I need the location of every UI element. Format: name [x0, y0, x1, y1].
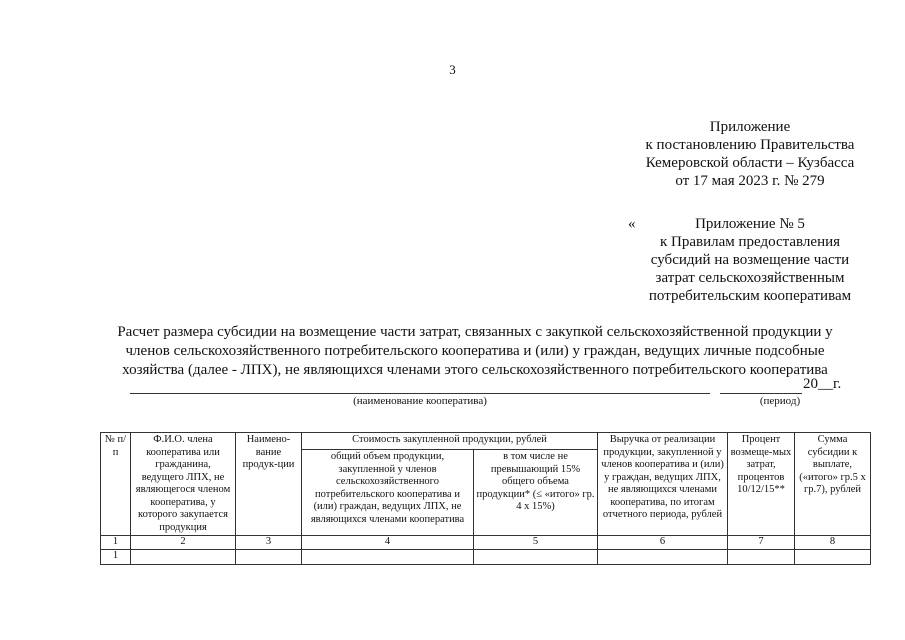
appendix-line: от 17 мая 2023 г. № 279 [675, 173, 825, 189]
table-cell [302, 550, 474, 565]
table-cell [474, 550, 598, 565]
appendix-line: Кемеровской области – Кузбасса [645, 155, 855, 171]
appendix-line: к постановлению Правительства [645, 137, 855, 153]
header-col-4: общий объем продукции, закупленной у членов сельскохозяйственного потребительского кооператива и (или) граждан, ведущих ЛПХ, не являющихся членами кооператива [302, 450, 474, 536]
column-number: 3 [236, 536, 302, 550]
header-col-5: в том числе не превышающий 15% общего объема продукции* (≤ «итого» гр. 4 х 15%) [474, 450, 598, 536]
column-number: 8 [795, 536, 871, 550]
cooperative-caption: (наименование кооператива) [353, 395, 487, 407]
cooperative-name-line [130, 393, 710, 394]
appendix5-line: Приложение № 5 [695, 216, 805, 232]
document-title [60, 323, 890, 380]
table-row [101, 550, 871, 565]
header-col-6: Выручка от реализации продукции, закупленной у членов кооператива и (или) у граждан, ведущих ЛПХ, не являющихся членами кооператива, по итогам отчетного периода, рублей [598, 433, 728, 536]
appendix5-line: затрат сельскохозяйственным [655, 270, 845, 286]
appendix-line: Приложение [709, 119, 791, 135]
header-col-7: Процент возмеще-мых затрат, процентов 10/12/15** [728, 433, 795, 536]
column-number: 1 [101, 536, 131, 550]
table-cell [795, 550, 871, 565]
column-number: 7 [728, 536, 795, 550]
header-col-1: № п/п [101, 433, 131, 536]
opening-quote: « [628, 216, 636, 232]
appendix5-line: к Правилам предоставления [659, 234, 841, 250]
table-cell [131, 550, 236, 565]
column-numbers-row [101, 536, 871, 550]
header-col-2: Ф.И.О. члена кооператива или гражданина, ведущего ЛПХ, не являющегося членом кооператива, у которого закупается продукция [131, 433, 236, 536]
column-number: 5 [474, 536, 598, 550]
title-line: хозяйства (далее - ЛПХ), не являющихся членами этого сельскохозяйственного потребительского кооператива [122, 362, 828, 378]
header-col-group: Стоимость закупленной продукции, рублей [302, 433, 598, 450]
period-line [720, 393, 802, 394]
column-number: 4 [302, 536, 474, 550]
appendix5-line: потребительским кооперативам [648, 288, 852, 304]
period-caption: (период) [759, 395, 801, 407]
column-number: 2 [131, 536, 236, 550]
row-index: 1 [101, 550, 131, 565]
page-number: 3 [449, 62, 456, 77]
appendix5-header [600, 215, 900, 305]
header-col-8: Сумма субсидии к выплате, («итого» гр.5 х гр.7), рублей [795, 433, 871, 536]
column-number: 6 [598, 536, 728, 550]
title-line: Расчет размера субсидии на возмещение части затрат, связанных с закупкой сельскохозяйственной продукции у [117, 324, 833, 340]
table-cell [236, 550, 302, 565]
header-col-3: Наимено-вание продук-ции [236, 433, 302, 536]
period-year: 20__г. [803, 376, 842, 392]
subsidy-table [100, 432, 871, 565]
table-cell [598, 550, 728, 565]
title-line: членов сельскохозяйственного потребительского кооператива и (или) у граждан, ведущих личные подсобные [125, 343, 825, 359]
appendix5-line: субсидий на возмещение части [650, 252, 850, 268]
appendix-header [600, 118, 900, 190]
table-cell [728, 550, 795, 565]
